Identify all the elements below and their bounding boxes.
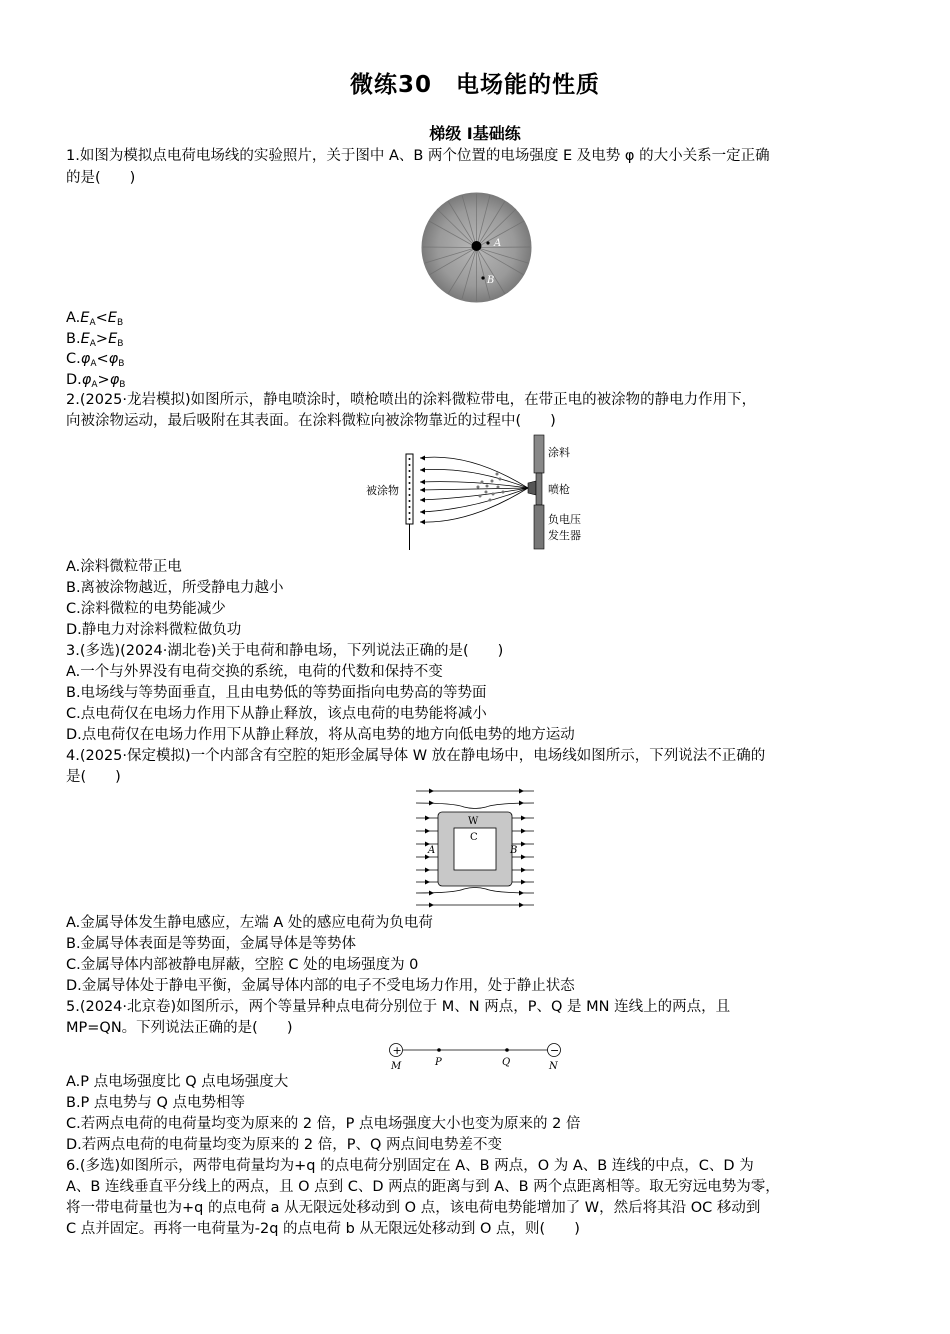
- label-p: P: [435, 1057, 442, 1068]
- label-gun: 喷枪: [548, 483, 570, 496]
- q2-option-b: B.离被涂物越近，所受静电力越小: [66, 580, 284, 596]
- q4-option-a: A.金属导体发生静电感应，左端 A 处的感应电荷为负电荷: [66, 915, 433, 931]
- q1-option-a: $A.E_A<E_B$: [66, 310, 124, 328]
- q4-option-c: C.金属导体内部被静电屏蔽，空腔 C 处的电场强度为 0: [66, 957, 419, 973]
- q4-stem-line1: 4.(2025·保定模拟)一个内部含有空腔的矩形金属导体 W 放在静电场中，电场线如图所示，下列说法不正确的: [66, 748, 766, 764]
- label-m: M: [391, 1061, 402, 1072]
- q3-stem: 3.(多选)(2024·湖北卷)关于电荷和静电场，下列说法正确的是( ): [66, 643, 504, 659]
- q1-stem-line1: 1.如图为模拟点电荷电场线的实验照片，关于图中 A、B 两个位置的电场强度 E 及电势 φ 的大小关系一定正确: [66, 148, 770, 164]
- q2-spray-diagram: [360, 432, 590, 554]
- q4-conductor-diagram: [414, 786, 536, 910]
- label-n: N: [549, 1061, 558, 1072]
- q2-option-c: C.涂料微粒的电势能减少: [66, 601, 226, 617]
- q5-charges-diagram: [383, 1040, 568, 1074]
- q6-stem-line2: A、B 连线垂直平分线上的两点，且 O 点到 C、D 两点的距离与到 A、B 两个点距离相等。取无穷远电势为零，: [66, 1179, 780, 1195]
- q4-option-d: D.金属导体处于静电平衡，金属导体内部的电子不受电场力作用，处于静止状态: [66, 978, 575, 994]
- label-target: 被涂物: [366, 484, 399, 497]
- label-w: W: [468, 816, 479, 827]
- q4-stem-line2: 是( ): [66, 769, 121, 785]
- q2-stem-line1: 2.(2025·龙岩模拟)如图所示，静电喷涂时，喷枪喷出的涂料微粒带电，在带正电的被涂物的静电力作用下，: [66, 392, 757, 408]
- minus-sign: −: [550, 1044, 560, 1057]
- q1-option-b: $B.E_A>E_B$: [66, 331, 124, 349]
- q1-stem-line2: 的是( ): [66, 170, 136, 186]
- q5-option-d: D.若两点电荷的电荷量均变为原来的 2 倍，P、Q 两点间电势差不变: [66, 1137, 502, 1153]
- q2-stem-line2: 向被涂物运动，最后吸附在其表面。在涂料微粒向被涂物靠近的过程中( ): [66, 413, 556, 429]
- label-a: A: [494, 238, 502, 249]
- q6-stem-line1: 6.(多选)如图所示，两带电荷量均为+q 的点电荷分别固定在 A、B 两点，O 为 A、B 连线的中点，C、D 为: [66, 1158, 754, 1174]
- label-b: B: [510, 845, 518, 856]
- point-b-dot: [481, 276, 484, 279]
- q5-option-a: A.P 点电场强度比 Q 点电场强度大: [66, 1074, 289, 1090]
- q3-option-b: B.电场线与等势面垂直，且由电势低的等势面指向电势高的等势面: [66, 685, 487, 701]
- q3-option-c: C.点电荷仅在电场力作用下从静止释放，该点电荷的电势能将减小: [66, 706, 487, 722]
- q5-option-c: C.若两点电荷的电荷量均变为原来的 2 倍，P 点电场强度大小也变为原来的 2 倍: [66, 1116, 581, 1132]
- q2-option-d: D.静电力对涂料微粒做负功: [66, 622, 242, 638]
- q5-stem-line2: MP=QN。下列说法正确的是( ): [66, 1020, 293, 1036]
- label-q: Q: [502, 1057, 511, 1068]
- page-title: 微练30 电场能的性质: [349, 72, 600, 98]
- q5-stem-line1: 5.(2024·北京卷)如图所示，两个等量异种点电荷分别位于 M、N 两点，P、Q 是 MN 连线上的两点，且: [66, 999, 731, 1015]
- label-c: C: [470, 832, 478, 843]
- label-generator-1: 负电压: [548, 513, 581, 526]
- q1-option-c: $C.\varphi_A<\varphi_B$: [66, 351, 125, 369]
- label-generator-2: 发生器: [548, 529, 581, 542]
- q4-option-b: B.金属导体表面是等势面，金属导体是等势体: [66, 936, 357, 952]
- q1-option-d: $D.\varphi_A>\varphi_B$: [66, 372, 126, 390]
- label-paint: 涂料: [548, 446, 570, 459]
- q1-field-photo: [420, 191, 533, 304]
- q6-stem-line4: C 点并固定。再将一电荷量为-2q 的点电荷 b 从无限远处移动到 O 点，则( ): [66, 1221, 580, 1237]
- label-b: B: [487, 275, 495, 286]
- q3-option-d: D.点电荷仅在电场力作用下从静止释放，将从高电势的地方向低电势的地方运动: [66, 727, 575, 743]
- q2-option-a: A.涂料微粒带正电: [66, 559, 182, 575]
- label-a: A: [428, 845, 436, 856]
- section-heading: 梯级 Ⅰ基础练: [429, 124, 521, 143]
- plus-sign: +: [392, 1044, 402, 1057]
- q5-option-b: B.P 点电势与 Q 点电势相等: [66, 1095, 246, 1111]
- q3-option-a: A.一个与外界没有电荷交换的系统，电荷的代数和保持不变: [66, 664, 443, 680]
- q6-stem-line3: 将一带电荷量也为+q 的点电荷 a 从无限远处移动到 O 点，该电荷电势能增加了 W，然后将其沿 OC 移动到: [66, 1200, 761, 1216]
- point-a-dot: [486, 241, 489, 244]
